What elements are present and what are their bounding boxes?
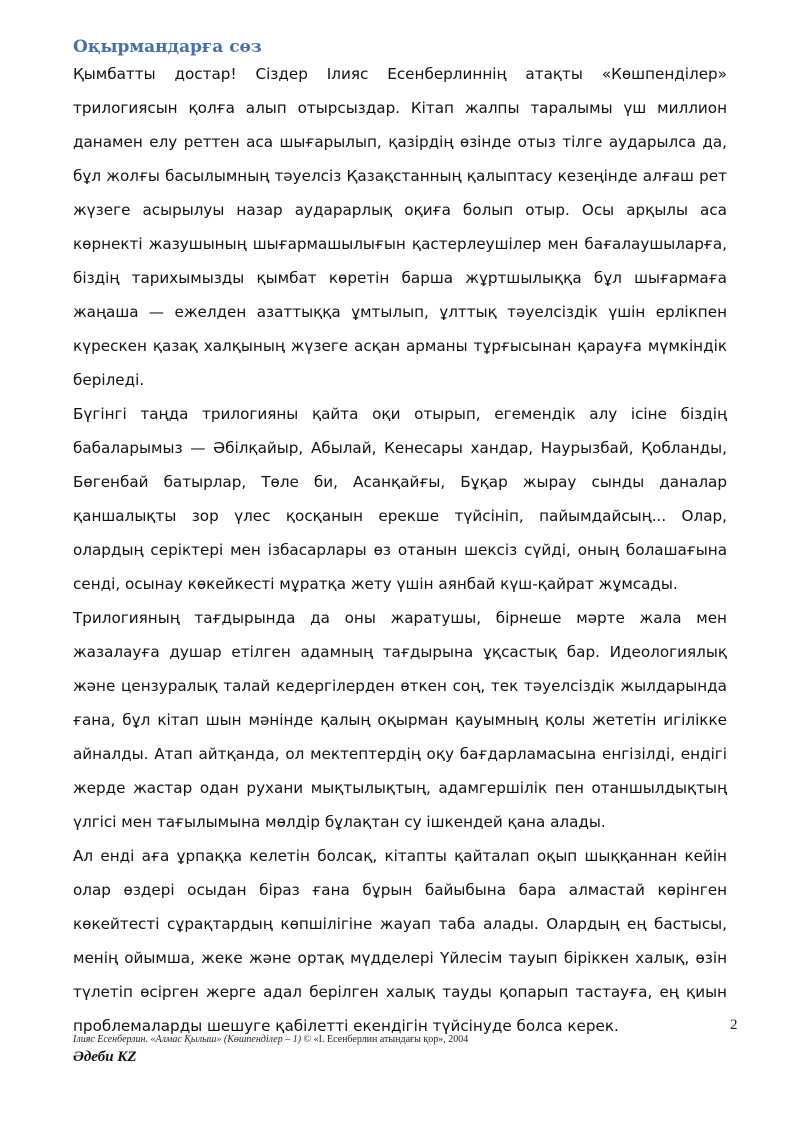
footer-credit-copyright: © «І. Есенберлин атындағы қор», 2004 [301,1034,469,1045]
paragraph-4: Ал енді аға ұрпаққа келетін болсақ, кітапты қайталап оқып шыққаннан кейін олар өздері осыдан біраз ғана бұрын байыбына бара алмастай көрінген көкейтесті сұрақтардың көпшілігіне жауап таба алады. Олардың ең бастысы, менің ойымша, жеке және ортақ мүдделері Үйлесім тауып біріккен халық, өзін түлетіп өсірген жерге адал берілген халық тауды қопарып тастауға, ең қиын проблемаларды шешуге қабілетті екендігін түйсінуде болса керек. [73,847,727,1035]
paragraph-1: Қымбатты достар! Сіздер Ілияс Есенберлиннің атақты «Көшпенділер» трилогиясын қолға алып отырсыздар. Кітап жалпы таралымы үш миллион данамен елу реттен аса шығарылып, қазірдің өзінде отыз тілге аударылса да, бұл жолғы басылымның тәуелсіз Қазақстанның қалыптасу кезеңінде алғаш рет жүзеге асырылуы назар аударарлық оқиға болып отыр. Осы арқылы аса көрнекті жазушының шығармашылығын қастерлеушілер мен бағалаушыларға, біздің тарихымызды қымбат көретін барша жұртшылыққа бұл шығармаға жаңаша — ежелден азаттыққа ұмтылып, ұлттық тәуелсіздік үшін ерлікпен күрескен қазақ халқының жүзеге асқан арманы тұрғысынан қарауға мүмкіндік беріледі. [73,65,727,389]
document-body [73,57,727,1043]
page-heading: Оқырмандарға сөз [73,37,262,57]
paragraph-2: Бүгінгі таңда трилогияны қайта оқи отырып, егемендік алу ісіне біздің бабаларымыз — Әбілқайыр, Абылай, Кенесары хандар, Наурызбай, Қобланды, Бөгенбай батырлар, Төле би, Асанқайғы, Бұқар жырау сынды даналар қаншалықты зор үлес қосқанын ерекше түйсініп, пайымдайсың... Олар, олардың серіктері мен ізбасарлары өз отанын шексіз сүйді, оның болашағына сенді, осынау көкейкесті мұратқа жету үшін аянбай күш-қайрат жұмсады. [73,405,727,593]
footer-credit [73,1034,468,1045]
footer-brand: Әдеби KZ [73,1049,137,1065]
footer-credit-title: Ілияс Есенберлин. «Алмас Қылыш» (Көшпенділер – 1) [73,1034,302,1045]
page-number: 2 [730,1017,738,1033]
paragraph-3: Трилогияның тағдырында да оны жаратушы, бірнеше мәрте жала мен жазалауға душар етілген адамның тағдырына ұқсастық бар. Идеологиялық және цензуралық талай кедергілерден өткен соң, тек тәуелсіздік жылдарында ғана, бұл кітап шын мәнінде қалың оқырман қауымның қолы жететін игілікке айналды. Атап айтқанда, ол мектептердің оқу бағдарламасына енгізілді, ендігі жерде жастар одан рухани мықтылықтың, адамгершілік пен отаншылдықтың үлгісі мен тағылымына мөлдір бұлақтан су ішкендей қана алады. [73,609,727,831]
